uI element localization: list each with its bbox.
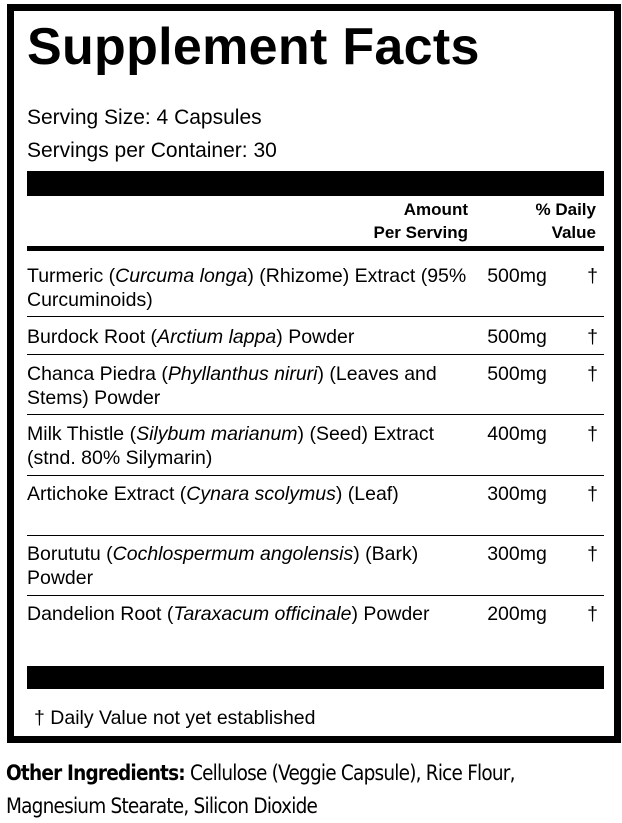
ingredient-name: Burdock Root (Arctium lappa) Powder <box>27 326 355 348</box>
divider-bar-bottom <box>27 666 604 689</box>
ingredient-amount: 300mg <box>487 543 547 565</box>
dv-header-line1: % Daily <box>535 200 596 219</box>
ingredient-name: Borututu (Cochlospermum angolensis) (Bark) Powder <box>27 543 419 589</box>
amount-per-serving-header <box>344 198 468 244</box>
ingredient-amount: 500mg <box>487 265 547 287</box>
ingredient-name: Turmeric (Curcuma longa) (Rhizome) Extract (95% Curcuminoids) <box>27 265 467 311</box>
ingredient-dv: † <box>587 423 598 445</box>
amount-header-line2: Per Serving <box>373 223 468 242</box>
other-ingredients <box>6 757 604 823</box>
panel-title: Supplement Facts <box>27 18 480 76</box>
daily-value-footnote: † Daily Value not yet established <box>34 707 316 729</box>
ingredient-dv: † <box>587 483 598 505</box>
other-ingredients-text: Cellulose (Veggie Capsule), Rice Flour, Magnesium Stearate, Silicon Dioxide <box>6 761 515 818</box>
row-divider <box>27 475 604 476</box>
divider-bar-top <box>27 171 604 196</box>
other-ingredients-label: Other Ingredients: <box>6 761 185 785</box>
divider-bar-header <box>27 246 604 251</box>
ingredient-dv: † <box>587 603 598 625</box>
ingredient-name: Chanca Piedra (Phyllanthus niruri) (Leaves and Stems) Powder <box>27 363 437 409</box>
serving-size: Serving Size: 4 Capsules <box>27 106 262 129</box>
ingredient-amount: 400mg <box>487 423 547 445</box>
ingredient-dv: † <box>587 326 598 348</box>
dv-header-line2: Value <box>551 223 596 242</box>
ingredient-amount: 500mg <box>487 363 547 385</box>
row-divider <box>27 354 604 355</box>
servings-per-container: Servings per Container: 30 <box>27 139 277 162</box>
ingredient-dv: † <box>587 543 598 565</box>
supplement-facts-panel <box>7 4 621 743</box>
daily-value-header <box>494 198 596 244</box>
row-divider <box>27 316 604 317</box>
ingredient-amount: 200mg <box>487 603 547 625</box>
ingredient-amount: 300mg <box>487 483 547 505</box>
ingredient-dv: † <box>587 265 598 287</box>
ingredient-amount: 500mg <box>487 326 547 348</box>
ingredient-name: Milk Thistle (Silybum marianum) (Seed) Extract (stnd. 80% Silymarin) <box>27 423 435 469</box>
ingredient-dv: † <box>587 363 598 385</box>
ingredient-name: Artichoke Extract (Cynara scolymus) (Leaf) <box>27 483 399 505</box>
row-divider <box>27 595 604 596</box>
amount-header-line1: Amount <box>403 200 468 219</box>
ingredient-name: Dandelion Root (Taraxacum officinale) Powder <box>27 603 430 625</box>
row-divider <box>27 535 604 536</box>
row-divider <box>27 414 604 415</box>
